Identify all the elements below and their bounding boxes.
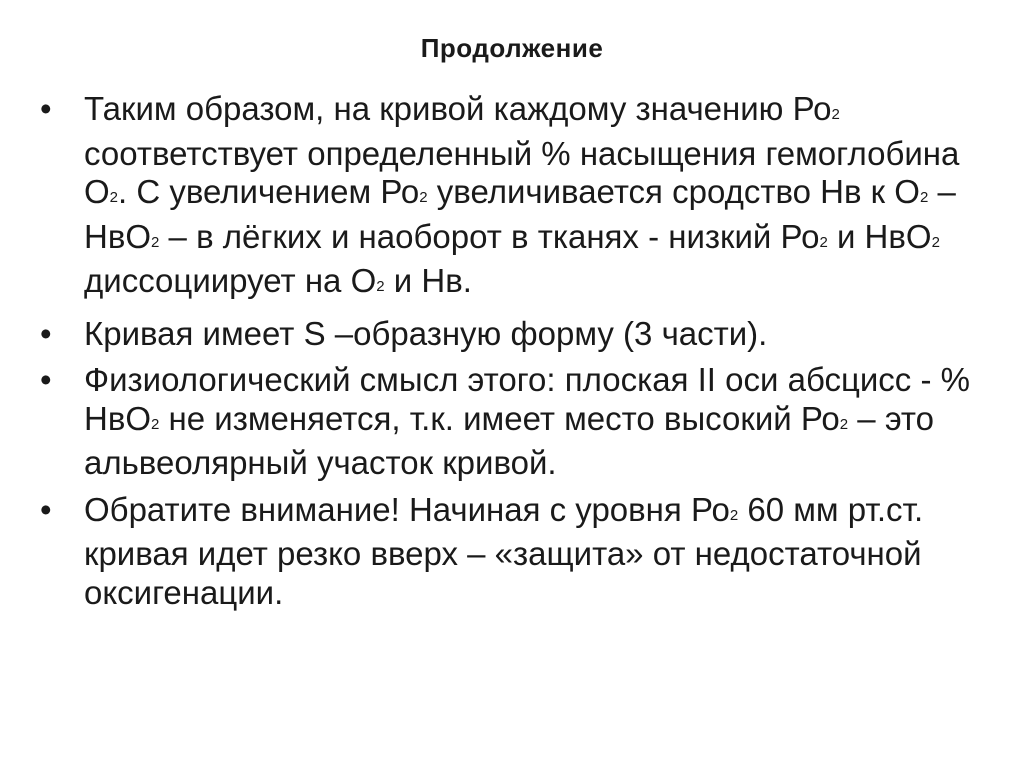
bullet-marker: • bbox=[40, 490, 52, 528]
subscript: 2 bbox=[839, 415, 849, 433]
text-segment: Физиологический смысл этого: плоская II оси абсцисс - % НвО bbox=[84, 361, 970, 437]
text-segment: и Нв. bbox=[384, 262, 472, 299]
bullet-list bbox=[40, 90, 1000, 620]
text-segment: увеличивается сродство Нв к О bbox=[427, 173, 920, 210]
subscript: 2 bbox=[151, 415, 160, 433]
subscript: 2 bbox=[109, 189, 119, 206]
bullet-marker: • bbox=[40, 314, 52, 352]
bullet-marker: • bbox=[40, 361, 52, 398]
slide-title: Продолжение bbox=[420, 33, 604, 63]
text-segment: соответствует определенный % насыщения гемоглобина О bbox=[84, 134, 960, 210]
text-segment: – это альвеолярный участок кривой. bbox=[84, 399, 935, 481]
subscript: 2 bbox=[419, 189, 428, 206]
bullet-text bbox=[84, 491, 1000, 613]
text-segment: диссоциирует на О bbox=[84, 262, 377, 299]
subscript: 2 bbox=[919, 189, 929, 206]
subscript: 2 bbox=[729, 506, 739, 524]
bullet-item bbox=[40, 491, 1000, 613]
bullet-text bbox=[84, 90, 1000, 307]
bullet-item bbox=[40, 361, 1000, 483]
bullet-text bbox=[84, 315, 1000, 354]
bullet-marker: • bbox=[40, 90, 52, 127]
text-segment: Таким образом, на кривой каждому значению Ро bbox=[84, 90, 832, 127]
text-segment: не изменяется, т.к. имеет место высокий Ро bbox=[159, 399, 840, 437]
subscript: 2 bbox=[819, 233, 828, 251]
subscript: 2 bbox=[376, 278, 385, 295]
text-segment: . С увеличением Ро bbox=[118, 173, 420, 210]
subscript: 2 bbox=[831, 106, 840, 123]
subscript: 2 bbox=[151, 233, 160, 251]
text-segment: – НвО bbox=[84, 173, 956, 255]
text-segment: Кривая имеет S –образную форму (3 части). bbox=[84, 314, 768, 352]
bullet-text bbox=[84, 361, 1000, 483]
bullet-item bbox=[40, 315, 1000, 354]
text-segment: – в лёгких и наоборот в тканях - низкий Ро bbox=[159, 217, 820, 255]
text-segment: 60 мм рт.ст. кривая идет резко вверх – «защита» от недостаточной оксигенации. bbox=[84, 490, 924, 611]
text-segment: и НвО bbox=[827, 217, 932, 255]
bullet-item bbox=[40, 90, 1000, 307]
text-segment: Обратите внимание! Начиная с уровня Ро bbox=[84, 490, 730, 528]
subscript: 2 bbox=[931, 233, 940, 251]
